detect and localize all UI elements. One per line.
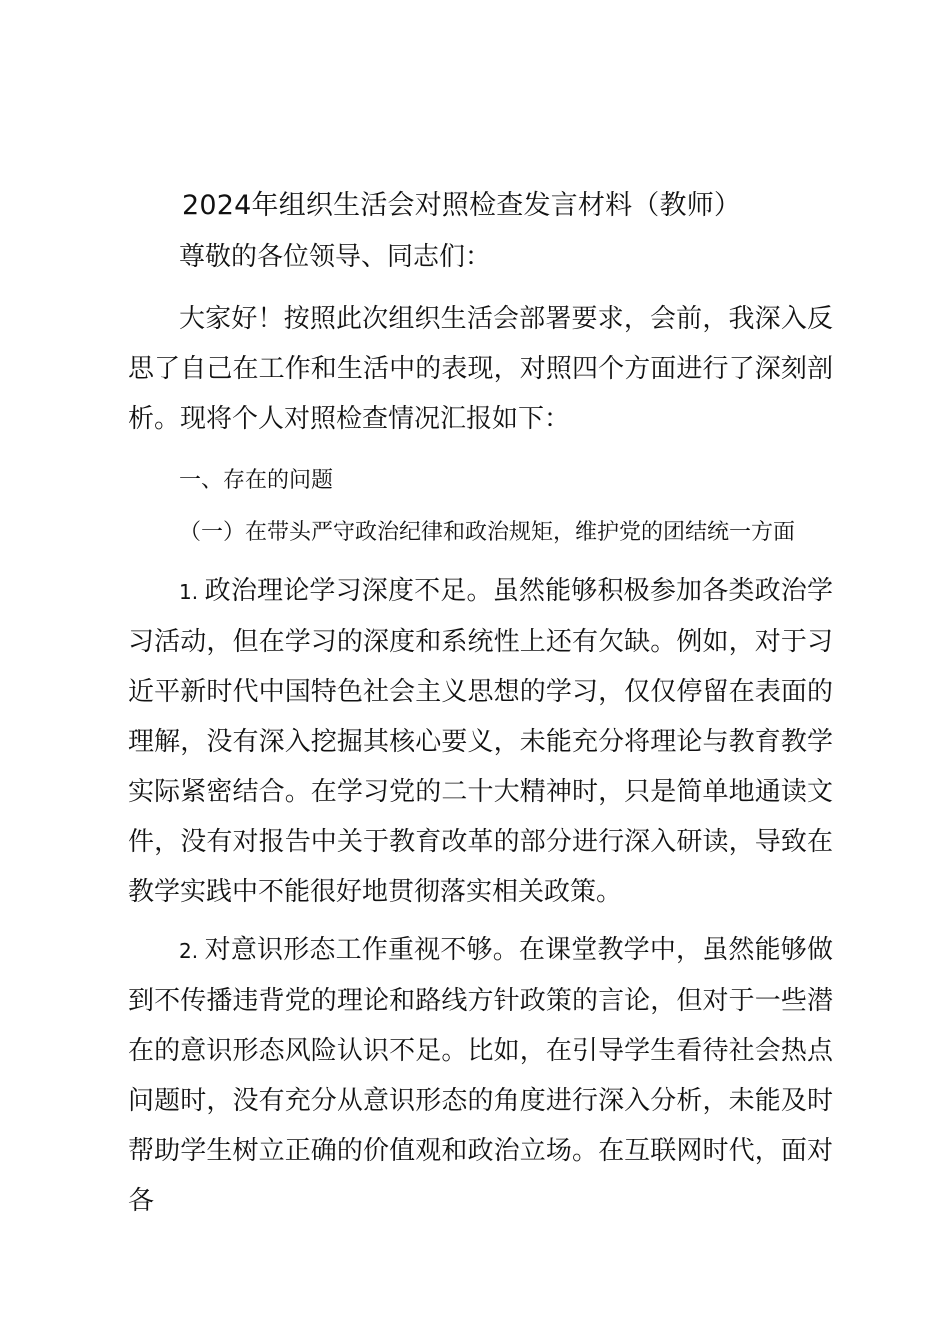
intro-paragraph: 大家好！按照此次组织生活会部署要求，会前，我深入反思了自己在工作和生活中的表现，对照四个方面进行了深刻剖析。现将个人对照检查情况汇报如下： [128,304,833,434]
point-paragraph-1 [128,566,833,917]
subsection-heading: （一）在带头严守政治纪律和政治规矩，维护党的团结统一方面 [179,520,796,545]
point-text: 政治理论学习深度不足。虽然能够积极参加各类政治学习活动，但在学习的深度和系统性上还有欠缺。例如，对于习近平新时代中国特色社会主义思想的学习，仅仅停留在表面的理解，没有深入挖掘其核心要义，未能充分将理论与教育教学实际紧密结合。在学习党的二十大精神时，只是简单地通读文件，没有对报告中关于教育改革的部分进行深入研读，导致在教学实践中不能很好地贯彻落实相关政策。 [128,576,833,907]
point-text: 对意识形态工作重视不够。在课堂教学中，虽然能够做到不传播违背党的理论和路线方针政策的言论，但对于一些潜在的意识形态风险认识不足。比如，在引导学生看待社会热点问题时，没有充分从意识形态的角度进行深入分析，未能及时帮助学生树立正确的价值观和政治立场。在互联网时代，面对各 [128,935,833,1216]
point-number: 2. [179,939,205,963]
document-title: 2024年组织生活会对照检查发言材料（教师） [182,190,742,221]
point-paragraph-2 [128,925,833,1226]
point-number: 1. [179,580,205,604]
salutation: 尊敬的各位领导、同志们： [179,242,492,272]
document-body [128,178,833,1226]
section-heading: 一、存在的问题 [179,468,334,493]
